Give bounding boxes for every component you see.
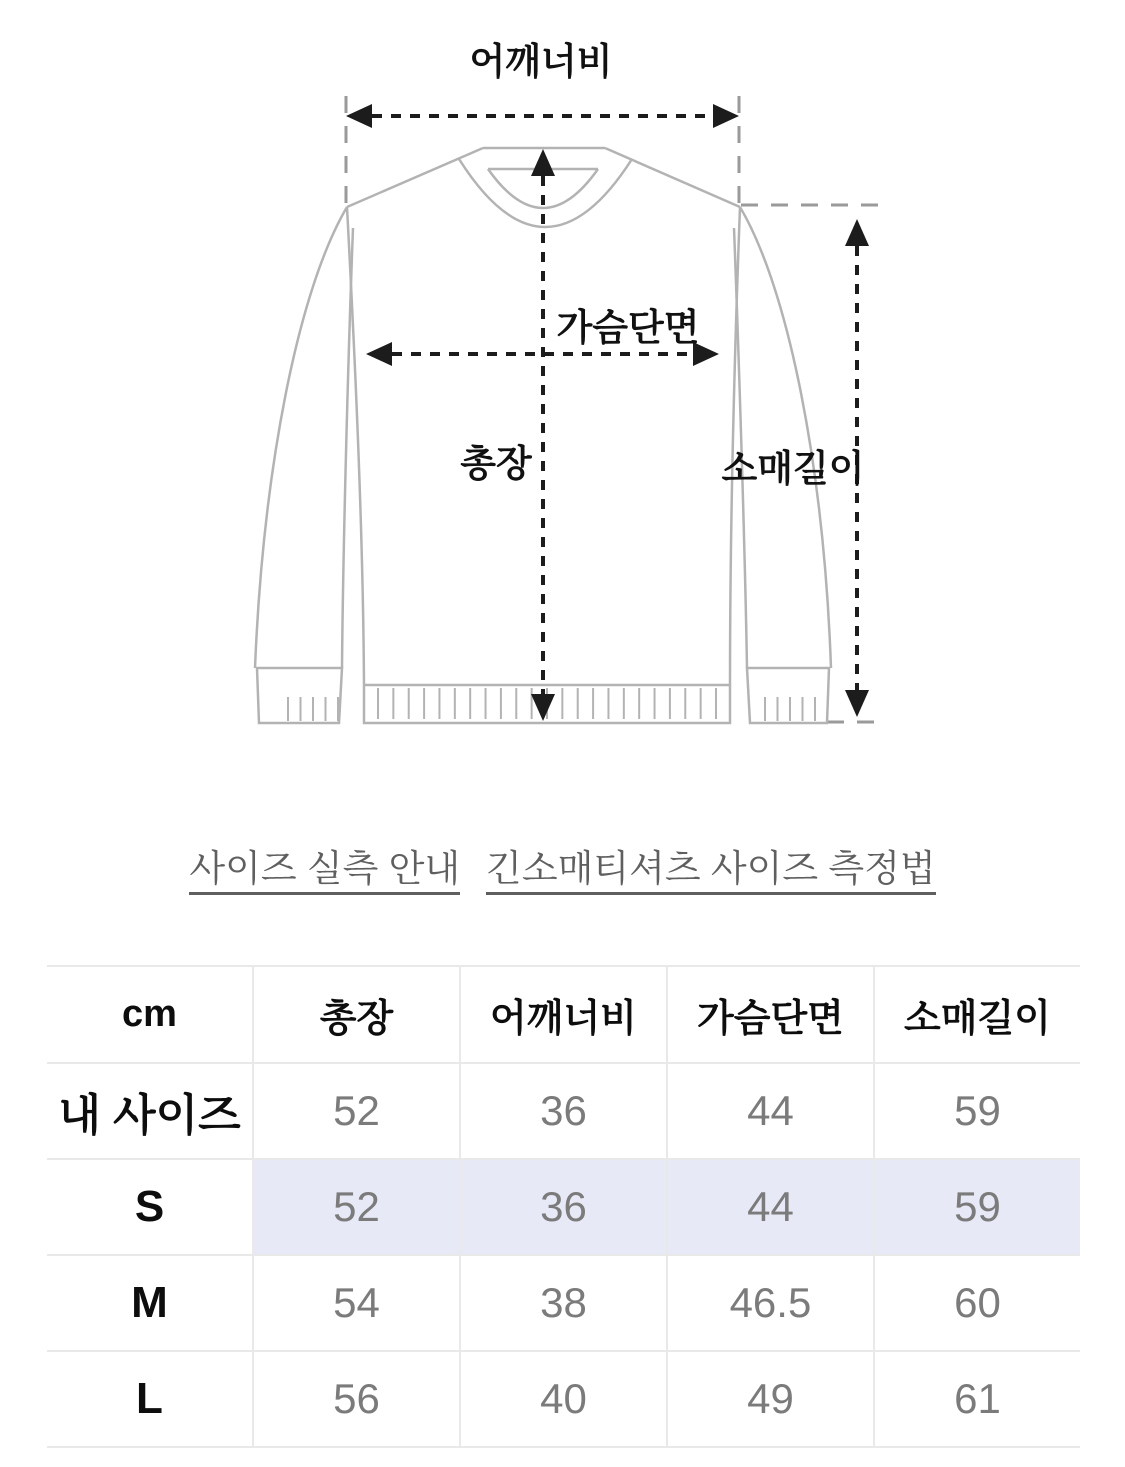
size-value-cell: 52 <box>253 1159 460 1255</box>
size-row-label: S <box>134 1182 165 1231</box>
size-value-cell: 40 <box>460 1351 667 1447</box>
shoulder-width-label: 어깨너비 <box>469 41 613 82</box>
size-value-cell: 36 <box>460 1159 667 1255</box>
size-table <box>47 965 1080 1448</box>
size-value-cell: 60 <box>874 1255 1080 1351</box>
size-value-cell: 61 <box>874 1351 1080 1447</box>
size-table-header-row <box>47 966 1080 1063</box>
table-row-my-size <box>47 1063 1080 1159</box>
col-header-length: 총장 <box>253 966 460 1063</box>
size-value-cell: 52 <box>253 1063 460 1159</box>
size-value-cell: 38 <box>460 1255 667 1351</box>
shoulder-width-arrow <box>346 104 739 128</box>
unit-header-cell: cm <box>122 993 177 1035</box>
size-table-section <box>47 965 1080 1448</box>
right-cuff-ribbing <box>765 697 815 721</box>
col-header-chest: 가슴단면 <box>667 966 874 1063</box>
size-value-cell: 49 <box>667 1351 874 1447</box>
size-value-cell: 44 <box>667 1159 874 1255</box>
sleeve-length-label: 소매길이 <box>721 448 865 489</box>
chest-width-label: 가슴단면 <box>556 307 700 348</box>
guide-lines <box>346 96 880 722</box>
size-row-label: L <box>136 1374 163 1423</box>
measure-method-link[interactable]: 긴소매티셔츠 사이즈 측정법 <box>486 850 935 895</box>
size-value-cell: 36 <box>460 1063 667 1159</box>
size-guide-links <box>0 850 1125 895</box>
size-value-cell: 44 <box>667 1063 874 1159</box>
col-header-shoulder: 어깨너비 <box>460 966 667 1063</box>
total-length-arrow <box>531 149 555 721</box>
size-measure-guide-link[interactable]: 사이즈 실측 안내 <box>189 850 460 895</box>
size-row-label: 내 사이즈 <box>58 1091 241 1140</box>
size-row-label: M <box>131 1278 168 1327</box>
size-value-cell: 59 <box>874 1159 1080 1255</box>
col-header-sleeve: 소매길이 <box>874 966 1080 1063</box>
left-cuff-ribbing <box>288 697 338 721</box>
total-length-label: 총장 <box>460 443 532 484</box>
size-value-cell: 59 <box>874 1063 1080 1159</box>
size-value-cell: 54 <box>253 1255 460 1351</box>
size-value-cell: 46.5 <box>667 1255 874 1351</box>
table-row-m <box>47 1255 1080 1351</box>
table-row-s <box>47 1159 1080 1255</box>
size-value-cell: 56 <box>253 1351 460 1447</box>
table-row-l <box>47 1351 1080 1447</box>
